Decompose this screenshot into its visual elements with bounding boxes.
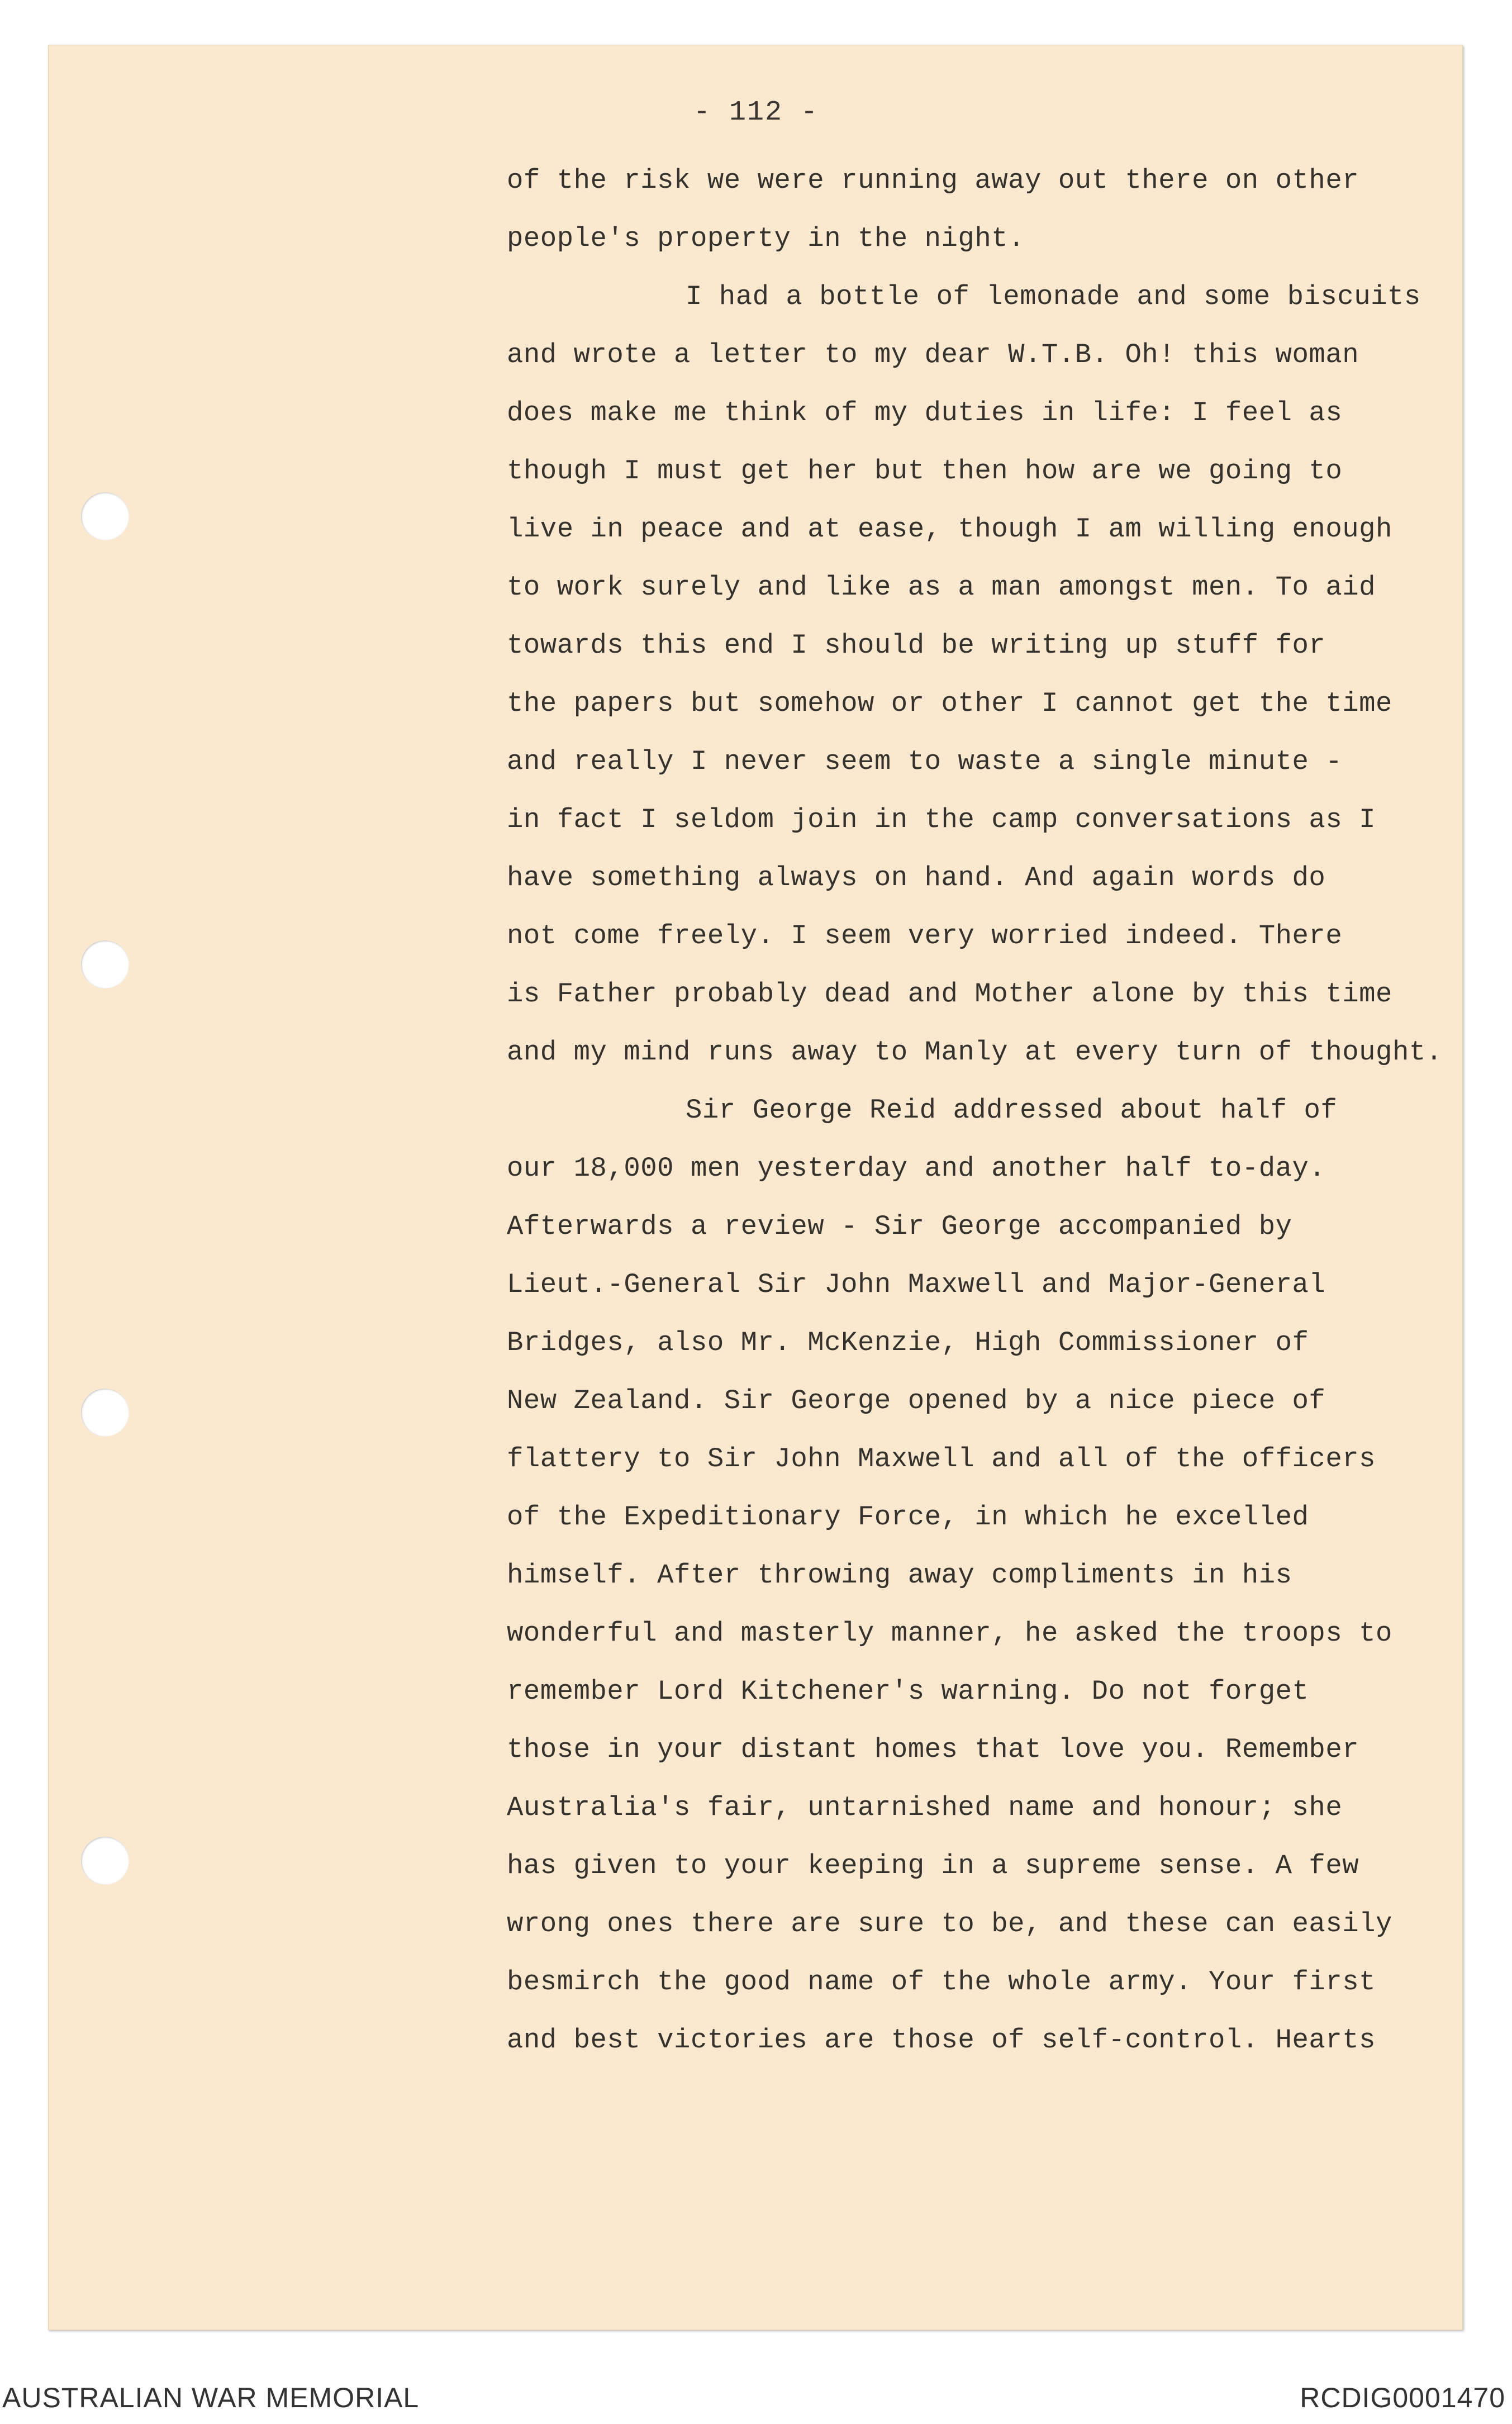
text-line: Afterwards a review - Sir George accompanied by bbox=[507, 1211, 1292, 1242]
text-line: of the Expeditionary Force, in which he excelled bbox=[507, 1501, 1309, 1533]
text-line: the papers but somehow or other I cannot get the time bbox=[507, 688, 1392, 719]
typed-text-body bbox=[507, 151, 1468, 2069]
text-line: besmirch the good name of the whole army. Your first bbox=[507, 1966, 1376, 1998]
text-line: remember Lord Kitchener's warning. Do not forget bbox=[507, 1676, 1309, 1707]
document-page bbox=[48, 45, 1463, 2330]
footer-institution: AUSTRALIAN WAR MEMORIAL bbox=[2, 2382, 420, 2413]
text-line: live in peace and at ease, though I am willing enough bbox=[507, 514, 1392, 545]
text-line: Lieut.-General Sir John Maxwell and Major-General bbox=[507, 1269, 1326, 1300]
text-line: New Zealand. Sir George opened by a nice piece of bbox=[507, 1385, 1326, 1417]
text-line: people's property in the night. bbox=[507, 223, 1025, 254]
punch-hole bbox=[81, 492, 129, 540]
text-line: in fact I seldom join in the camp conversations as I bbox=[507, 804, 1376, 835]
text-line: our 18,000 men yesterday and another half to-day. bbox=[507, 1153, 1326, 1184]
text-line: and really I never seem to waste a single minute - bbox=[507, 746, 1343, 777]
text-line: and best victories are those of self-control. Hearts bbox=[507, 2024, 1376, 2056]
punch-hole bbox=[81, 940, 129, 988]
text-line: not come freely. I seem very worried indeed. There bbox=[507, 920, 1343, 952]
punch-hole bbox=[81, 1837, 129, 1885]
text-line: towards this end I should be writing up stuff for bbox=[507, 630, 1326, 661]
text-line: is Father probably dead and Mother alone by this time bbox=[507, 978, 1392, 1010]
text-line: to work surely and like as a man amongst men. To aid bbox=[507, 572, 1376, 603]
text-line: himself. After throwing away compliments in his bbox=[507, 1560, 1292, 1591]
text-line: does make me think of my duties in life: I feel as bbox=[507, 397, 1343, 429]
text-line: Bridges, also Mr. McKenzie, High Commissioner of bbox=[507, 1327, 1309, 1358]
text-line: wonderful and masterly manner, he asked the troops to bbox=[507, 1618, 1392, 1649]
punch-hole bbox=[81, 1389, 129, 1437]
footer-catalogue-id: RCDIG0001470 bbox=[1300, 2382, 1505, 2413]
text-line: those in your distant homes that love you. Remember bbox=[507, 1734, 1359, 1765]
text-line: I had a bottle of lemonade and some biscuits bbox=[686, 281, 1421, 312]
text-line: Australia's fair, untarnished name and honour; she bbox=[507, 1792, 1343, 1823]
text-line: have something always on hand. And again words do bbox=[507, 862, 1326, 893]
text-line: has given to your keeping in a supreme sense. A few bbox=[507, 1850, 1359, 1881]
text-line: though I must get her but then how are we going to bbox=[507, 455, 1343, 487]
text-line: and my mind runs away to Manly at every turn of thought. bbox=[507, 1037, 1443, 1068]
text-line: wrong ones there are sure to be, and these can easily bbox=[507, 1908, 1392, 1940]
page-number: - 112 - bbox=[693, 97, 819, 129]
text-line: and wrote a letter to my dear W.T.B. Oh! this woman bbox=[507, 339, 1359, 370]
text-line: Sir George Reid addressed about half of bbox=[686, 1095, 1338, 1126]
text-line: of the risk we were running away out there on other bbox=[507, 165, 1359, 196]
text-line: flattery to Sir John Maxwell and all of the officers bbox=[507, 1443, 1376, 1475]
